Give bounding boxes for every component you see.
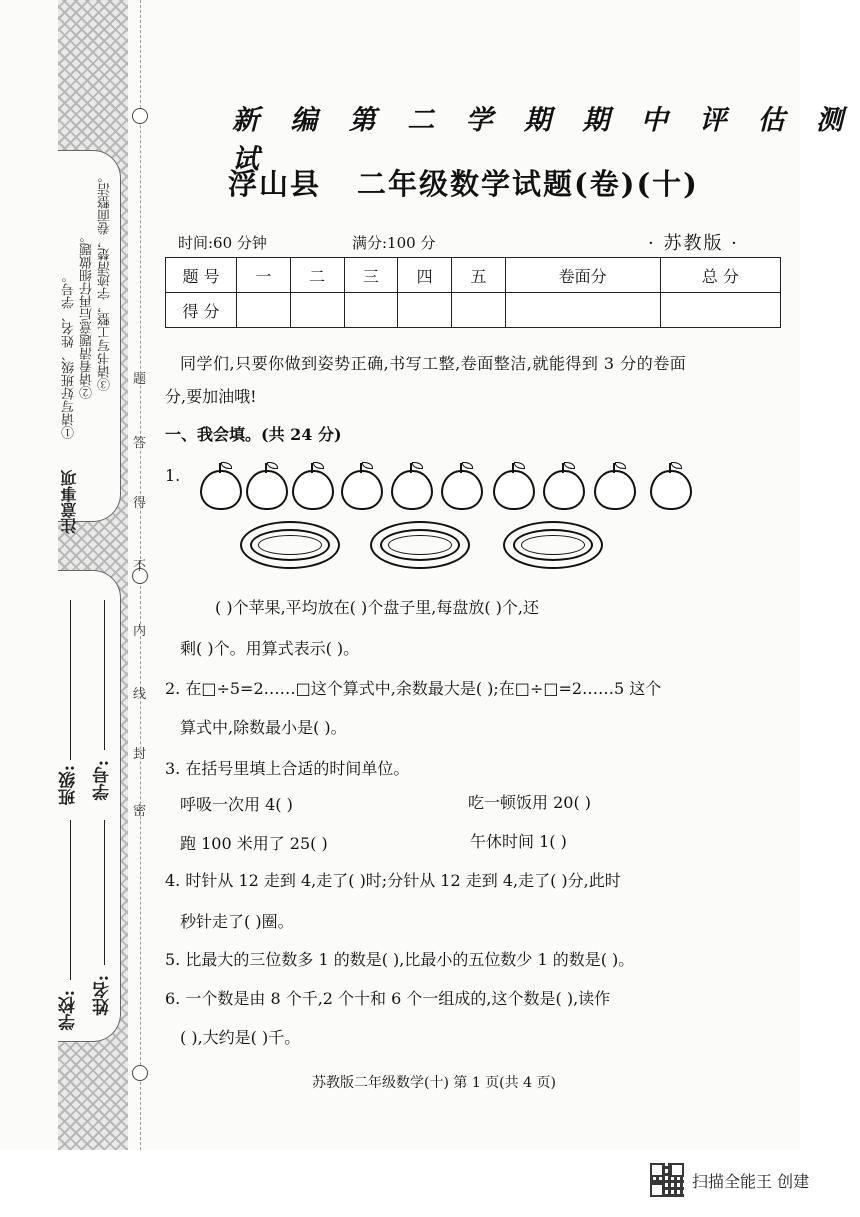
apple-icon (493, 470, 535, 510)
intro-line-2: 分,要加油哦! (165, 387, 257, 406)
apple-icon (594, 470, 636, 510)
question-3-item: 午休时间 1( ) (470, 832, 567, 851)
score-table (165, 257, 781, 328)
score-input-cell[interactable] (344, 293, 398, 328)
notice-item-2: ②请看清题意后再仔细做题。 (80, 230, 95, 399)
apple-icon (441, 470, 483, 510)
section-heading: 一、我会填。(共 24 分) (165, 425, 342, 444)
table-header-cell: 卷面分 (505, 258, 660, 293)
exam-subtitle (228, 162, 699, 203)
scan-watermark (650, 1163, 809, 1197)
apple-icon (391, 470, 433, 510)
table-row (166, 293, 781, 328)
school-field-line (70, 820, 71, 980)
apple-icon (200, 470, 242, 510)
score-input-cell[interactable] (398, 293, 452, 328)
score-input-cell[interactable] (452, 293, 506, 328)
time-limit: 时间:60 分钟 (178, 234, 267, 252)
county-name: 浮山县 (228, 167, 322, 201)
score-input-cell[interactable] (290, 293, 344, 328)
notice-item-3: ③请书写工整，字迹清楚，卷面整洁。 (98, 170, 113, 391)
binding-hole (132, 1065, 148, 1081)
apple-icon (292, 470, 334, 510)
notice-heading: 注意事项 (60, 470, 79, 534)
question-2-line-2: 算式中,除数最小是( )。 (180, 718, 347, 737)
question-3-item: 呼吸一次用 4( ) (180, 795, 293, 814)
question-4-line-2: 秒针走了( )圈。 (180, 912, 294, 931)
score-input-cell[interactable] (505, 293, 660, 328)
question-6-line-2: ( ),大约是( )千。 (180, 1028, 301, 1047)
full-score: 满分:100 分 (352, 234, 436, 252)
apple-icon (650, 470, 692, 510)
table-header-cell: 总 分 (660, 258, 780, 293)
notice-item-1: ①请写好班级、姓名、学号。 (62, 270, 77, 439)
binding-hole (132, 108, 148, 124)
question-3-line-1: 3. 在括号里填上合适的时间单位。 (165, 759, 410, 778)
cut-line-word: 题 (133, 372, 147, 387)
score-input-cell[interactable] (237, 293, 291, 328)
apple-icon (246, 470, 288, 510)
watermark-text: 扫描全能王 创建 (692, 1171, 810, 1191)
class-field-line (70, 600, 71, 760)
question-3-item: 跑 100 米用了 25( ) (180, 834, 328, 853)
cut-line-word: 答 (133, 436, 147, 451)
table-header-cell: 二 (290, 258, 344, 293)
qr-code-icon (650, 1163, 684, 1197)
plate-icon (370, 521, 470, 569)
table-row (166, 258, 781, 293)
question-2-line-1: 2. 在□÷5=2……□这个算式中,余数最大是( );在□÷□=2……5 这个 (165, 679, 662, 698)
cut-line-word: 不 (133, 559, 147, 574)
apple-icon (543, 470, 585, 510)
table-row-label: 得 分 (166, 293, 237, 328)
score-input-cell[interactable] (660, 293, 780, 328)
number-field-line (104, 600, 105, 750)
exam-title: 新 编 第 二 学 期 期 中 评 估 测 试 (232, 105, 854, 175)
question-1-line-1: ( )个苹果,平均放在( )个盘子里,每盘放( )个,还 (215, 598, 539, 617)
name-field-label: 姓名: (93, 975, 113, 1016)
plate-icon (503, 521, 603, 569)
edition-label: · 苏教版 · (648, 233, 739, 254)
school-field-label: 学校: (59, 990, 79, 1031)
cut-line-word: 密 (133, 804, 147, 819)
table-header-cell: 一 (237, 258, 291, 293)
cut-line-word: 得 (133, 496, 147, 511)
apple-icon (341, 470, 383, 510)
question-4-line-1: 4. 时针从 12 走到 4,走了( )时;分针从 12 走到 4,走了( )分,此时 (165, 871, 621, 890)
table-header-cell: 五 (452, 258, 506, 293)
table-header-cell: 四 (398, 258, 452, 293)
page-footer: 苏教版二年级数学(十) 第 1 页(共 4 页) (312, 1075, 556, 1091)
question-6-line-1: 6. 一个数是由 8 个千,2 个十和 6 个一组成的,这个数是( ),读作 (165, 989, 611, 1008)
table-header-cell: 三 (344, 258, 398, 293)
question-5-line-1: 5. 比最大的三位数多 1 的数是( ),比最小的五位数少 1 的数是( )。 (165, 950, 635, 969)
intro-line-1: 同学们,只要你做到姿势正确,书写工整,卷面整洁,就能得到 3 分的卷面 (180, 354, 687, 373)
number-field-label: 学号: (93, 760, 113, 801)
question-number: 1. (165, 466, 181, 485)
cut-line-word: 封 (133, 747, 147, 762)
plate-icon (240, 521, 340, 569)
name-field-line (104, 820, 105, 965)
class-field-label: 班级: (59, 765, 79, 806)
table-header-cell: 题 号 (166, 258, 237, 293)
cut-line-word: 线 (133, 687, 147, 702)
cut-line-word: 内 (133, 624, 147, 639)
question-3-item: 吃一顿饭用 20( ) (468, 793, 592, 812)
student-info-panel (58, 570, 121, 1042)
question-1-line-2: 剩( )个。用算式表示( )。 (180, 639, 360, 658)
grade-subject: 二年级数学试题(卷)(十) (357, 167, 699, 201)
